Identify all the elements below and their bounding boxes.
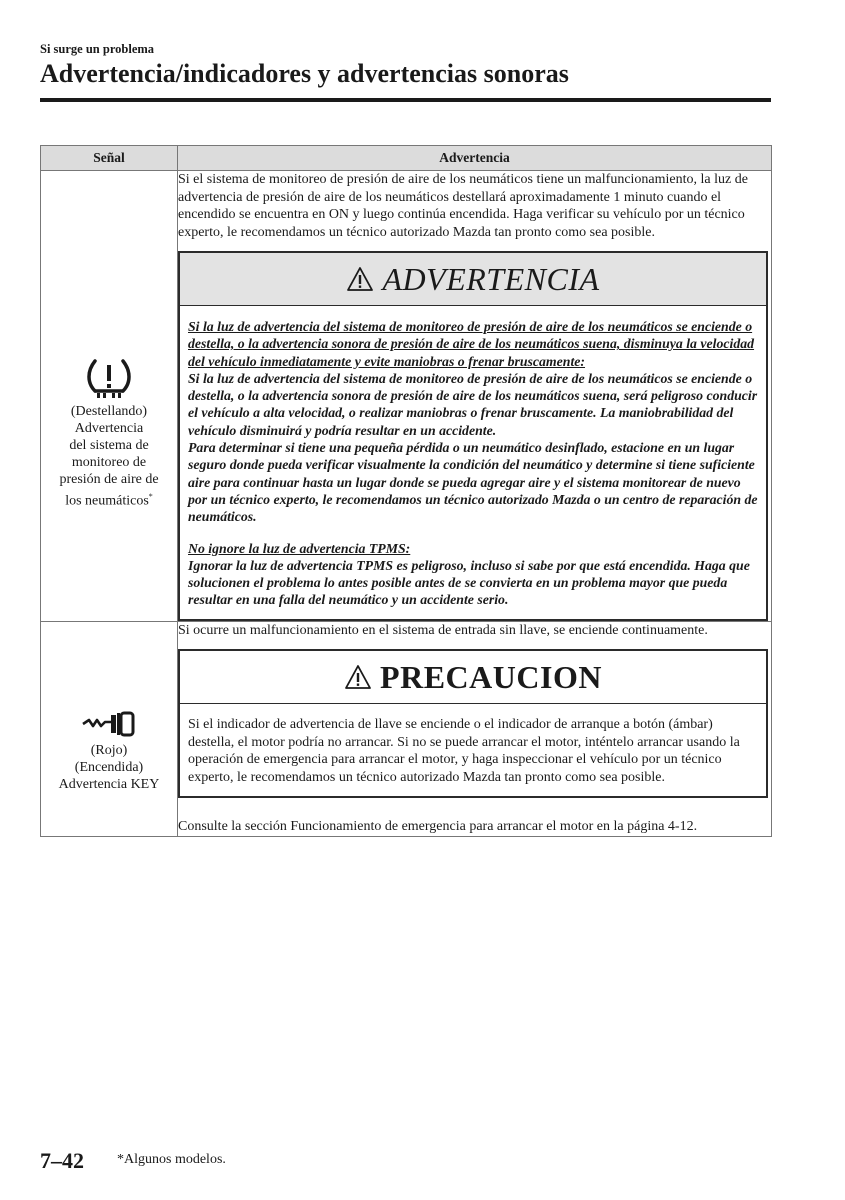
- warning-triangle-icon: [344, 664, 372, 690]
- warning-triangle-icon: [346, 266, 374, 292]
- advertencia-heading-2: No ignore la luz de advertencia TPMS:: [188, 540, 411, 556]
- signal-description-key: (Rojo) (Encendida) Advertencia KEY: [58, 742, 160, 792]
- warning-table: [40, 145, 772, 837]
- column-header-warning: Advertencia: [178, 146, 772, 171]
- key-intro-text: Si ocurre un malfuncionamiento en el sistema de entrada sin llave, se enciende continuamente.: [178, 622, 708, 638]
- warning-cell-tpms: [178, 171, 772, 622]
- signal-description-tpms: (Destellando) Advertencia del sistema de monitoreo de presión de aire de los neumáticos*: [59, 404, 159, 509]
- table-header-row: [41, 146, 772, 171]
- page-title: Advertencia/indicadores y advertencias sonoras: [40, 59, 569, 88]
- tpms-intro-text: Si el sistema de monitoreo de presión de aire de los neumáticos tiene un malfuncionamiento, la luz de advertencia de presión de aire de los neumáticos destellará aproximadamente 1 minuto cuando el encendido se encuentra en ON y luego continúa encendida. Haga verificar su vehículo por un técnico experto, le recomendamos un técnico autorizado Mazda tan pronto como sea posible.: [178, 172, 748, 240]
- key-warning-icon: [81, 710, 137, 738]
- footnote-text: *Algunos modelos.: [117, 1152, 226, 1167]
- title-rule: [40, 98, 771, 102]
- precaucion-box: [178, 649, 768, 798]
- advertencia-body-3: Ignorar la luz de advertencia TPMS es peligroso, incluso si sabe por que está encendida. Haga que solucionen el problema lo antes posible antes de se convierta en un problema mayor que pueda resultar en una falla del neumático y un accidente serio.: [188, 557, 750, 608]
- advertencia-heading-1: Si la luz de advertencia del sistema de monitoreo de presión de aire de los neumáticos se enciende o destella, o la advertencia sonora de presión de aire de los neumáticos suena, disminuya la velocidad del vehículo inmediatamente y evite maniobras o frenar bruscamente:: [188, 319, 755, 369]
- section-label: Si surge un problema: [40, 42, 155, 56]
- advertencia-title: ADVERTENCIA: [382, 260, 600, 297]
- tpms-warning-icon: [83, 357, 135, 399]
- warning-cell-key: [178, 621, 772, 836]
- precaucion-body: Si el indicador de advertencia de llave se enciende o el indicador de arranque a botón (ámbar) destella, el motor podría no arrancar. Si no se puede arrancar el motor, inténtelo arrancar usando la operación de emergencia para arrancar el motor, y haga inspeccionar el vehículo por un técnico experto, le recomendamos un técnico autorizado Mazda tan pronto como sea posible.: [188, 717, 740, 785]
- precaucion-title: PRECAUCION: [380, 658, 602, 695]
- signal-cell-key: [41, 621, 178, 836]
- signal-cell-tpms: [41, 171, 178, 622]
- footnote-mark: *: [148, 492, 153, 501]
- advertencia-box-header: [180, 253, 766, 306]
- advertencia-body-2: Para determinar si tiene una pequeña pérdida o un neumático desinflado, estacione en un lugar seguro donde pueda verificar visualmente la condición del neumático y determine si tiene suficiente aire para continuar hasta un lugar donde se pueda agregar aire y el sistema monitorear de nuevo por un técnico experto, le recomendamos un técnico autorizado Mazda o un centro de reparación de neumáticos.: [188, 440, 758, 525]
- advertencia-body-1: Si la luz de advertencia del sistema de monitoreo de presión de aire de los neumáticos se enciende o destella, o la advertencia sonora de presión de aire de los neumáticos suena, será peligroso conducir el vehículo a alta velocidad, o realizar maniobras o frenar bruscamente. La maniobrabilidad del vehículo disminuirá y podría resultar en un accidente.: [188, 370, 758, 438]
- table-row: [41, 171, 772, 622]
- table-row: [41, 621, 772, 836]
- precaucion-box-header: [180, 651, 766, 704]
- page-number: 7–42: [40, 1148, 84, 1173]
- column-header-signal: Señal: [41, 146, 178, 171]
- key-outro-text: Consulte la sección Funcionamiento de emergencia para arrancar el motor en la página 4-12.: [178, 819, 698, 835]
- advertencia-box: [178, 251, 768, 621]
